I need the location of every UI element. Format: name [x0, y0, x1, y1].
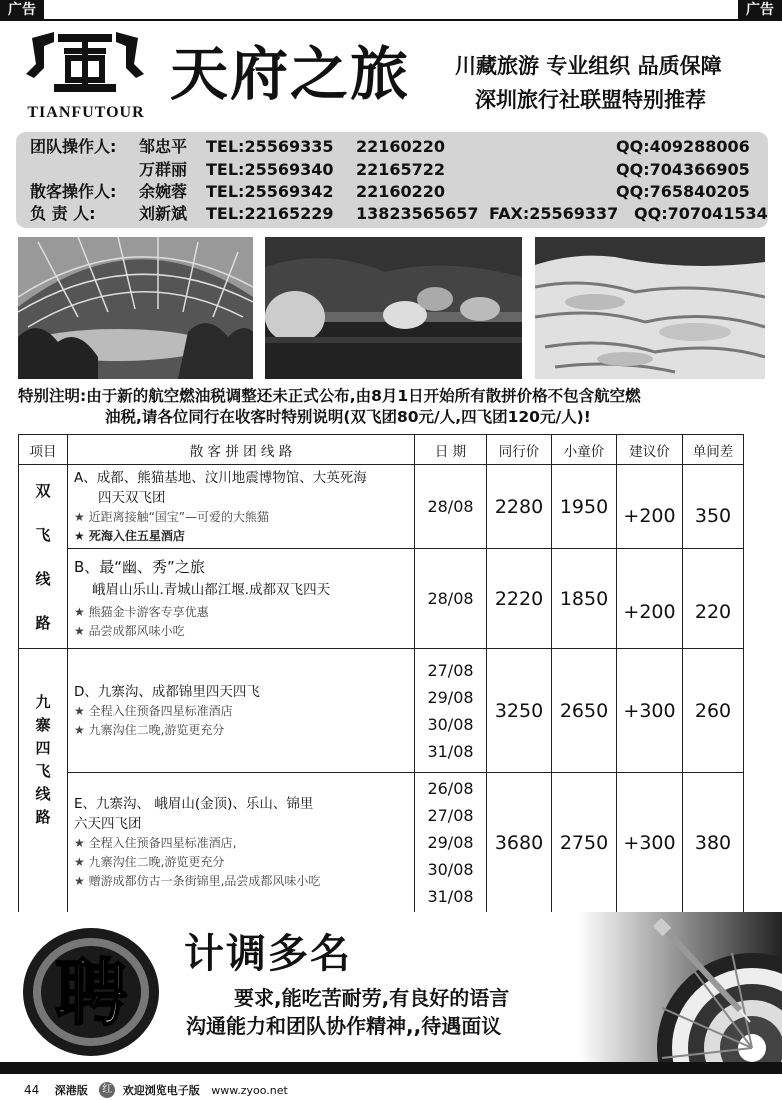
- route-feature: ★ 全程入住预备四星标准酒店: [74, 703, 233, 718]
- recruit-line-2: 沟通能力和团队协作精神,,待遇面议: [186, 1014, 502, 1038]
- route-dates: [415, 465, 487, 549]
- category-char: 双: [35, 481, 51, 500]
- child-price: 2750: [552, 773, 617, 913]
- single-room-diff: 220: [683, 549, 744, 649]
- date-item: 31/08: [427, 741, 474, 761]
- category-jiuzhai-four-flight: [19, 649, 68, 913]
- dartboard-icon: [622, 918, 782, 1062]
- photo-dome-pool: [18, 237, 253, 379]
- notice-label: 特别注明:: [18, 387, 87, 405]
- contact-tel-2: 22160220: [356, 137, 446, 156]
- contact-qq: QQ:765840205: [616, 182, 750, 201]
- date-item: 26/08: [427, 779, 474, 798]
- ad-label-left: 广告: [0, 0, 44, 20]
- logo-mark-icon: [24, 28, 146, 98]
- route-feature: ★ 九寨沟住二晚,游览更充分: [74, 855, 225, 869]
- route-dates: [415, 773, 487, 913]
- page-number: 44: [24, 1083, 40, 1097]
- suggested-price: +300: [617, 649, 683, 773]
- contact-row: [16, 181, 768, 203]
- category-double-flight: [19, 465, 68, 649]
- recruit-title: 计调多名: [184, 931, 352, 977]
- contact-name: 万群丽: [139, 160, 188, 179]
- contact-tel: 25569342: [244, 182, 334, 201]
- edition-label: 深港版: [54, 1084, 88, 1097]
- route-feature: ★ 近距离接触“国宝”—可爱的大熊猫: [74, 509, 270, 524]
- brand-title: 天府之旅: [170, 40, 411, 108]
- route-feature: ★ 赠游成都仿古一条街锦里,品尝成都风味小吃: [74, 874, 321, 888]
- date-item: 31/08: [427, 887, 474, 906]
- date-item: 30/08: [427, 714, 474, 734]
- date-item: 29/08: [427, 687, 474, 707]
- peer-price: 2220: [487, 549, 552, 649]
- peer-price: 2280: [487, 465, 552, 549]
- footer-url[interactable]: www.zyoo.net: [211, 1083, 288, 1097]
- table-row: [19, 649, 744, 773]
- suggested-price: +200: [617, 549, 683, 649]
- contact-tel: 22165229: [244, 204, 334, 223]
- route-subtitle: 峨眉山乐山.青城山都江堰.成都双飞四天: [92, 581, 331, 598]
- table-header-row: [19, 435, 744, 465]
- contact-name: 刘新斌: [139, 204, 188, 223]
- category-char: 四: [35, 739, 51, 757]
- contact-row: [16, 203, 768, 225]
- column-header: 建议价: [617, 435, 683, 465]
- recruit-line-1: 要求,能吃苦耐劳,有良好的语言: [234, 986, 510, 1010]
- single-room-diff: 380: [683, 773, 744, 913]
- route-e: [68, 773, 415, 913]
- route-d: [68, 649, 415, 773]
- single-room-diff: 350: [683, 465, 744, 549]
- routes-table: [18, 434, 744, 913]
- contact-fax: FAX:25569337: [489, 204, 619, 223]
- contact-tel: 25569335: [244, 137, 334, 156]
- notice-line-2: 油税,请各位同行在收客时特别说明(双飞团80元/人,四飞团120元/人)!: [105, 408, 591, 426]
- contact-row: [16, 159, 768, 181]
- table-row: [19, 465, 744, 549]
- route-feature: ★ 九寨沟住二晚,游览更充分: [74, 722, 225, 737]
- contact-role: 团队操作人:: [30, 137, 117, 156]
- category-char: 飞: [35, 762, 51, 780]
- recruit-badge: [20, 920, 162, 1060]
- contact-name: 余婉蓉: [139, 182, 188, 201]
- single-room-diff: 260: [683, 649, 744, 773]
- column-header: 单间差: [683, 435, 744, 465]
- tel-label: TEL:: [206, 137, 245, 156]
- top-rule: [0, 19, 782, 21]
- tel-label: TEL:: [206, 182, 245, 201]
- contact-row: [16, 136, 768, 158]
- route-title: B、最“幽、秀”之旅: [74, 557, 205, 576]
- route-feature: ★ 熊猫金卡游客专享优惠: [74, 604, 209, 619]
- route-b: [68, 549, 415, 649]
- column-header: 项目: [19, 435, 68, 465]
- date-item: 27/08: [427, 660, 474, 680]
- child-price: 1950: [552, 465, 617, 549]
- contact-tel-2: 22165722: [356, 160, 446, 179]
- category-char: 路: [35, 808, 51, 826]
- category-char: 线: [35, 785, 51, 803]
- category-char: 飞: [35, 525, 51, 544]
- date-item: 29/08: [427, 833, 474, 852]
- page-footer: [24, 1082, 296, 1098]
- peer-price: 3250: [487, 649, 552, 773]
- route-dates: [415, 549, 487, 649]
- slogan-line-2: 深圳旅行社联盟特别推荐: [475, 88, 706, 112]
- brand-logo: [18, 28, 154, 124]
- date-item: 27/08: [427, 806, 474, 825]
- table-row: [19, 773, 744, 913]
- route-feature: ★ 死海入住五星酒店: [74, 528, 185, 543]
- route-a: [68, 465, 415, 549]
- child-price: 1850: [552, 549, 617, 649]
- special-notice: [18, 386, 770, 428]
- footer-slogan: 欢迎浏览电子版: [122, 1084, 200, 1097]
- ad-label-right: 广告: [738, 0, 782, 20]
- column-header: 散 客 拼 团 线 路: [68, 435, 415, 465]
- category-char: 路: [35, 613, 51, 632]
- peer-price: 3680: [487, 773, 552, 913]
- contact-qq: QQ:704366905: [616, 160, 750, 179]
- contact-role: 散客操作人:: [30, 182, 117, 201]
- route-subtitle: 四天双飞团: [98, 489, 166, 506]
- category-char: 九: [35, 693, 51, 711]
- column-header: 同行价: [487, 435, 552, 465]
- date-item: 30/08: [427, 860, 474, 879]
- publication-badge: 红: [99, 1082, 115, 1098]
- route-subtitle: 六天四飞团: [74, 816, 142, 832]
- route-feature: ★ 品尝成都风味小吃: [74, 623, 185, 638]
- contact-panel: [16, 132, 768, 228]
- contact-qq: QQ:707041534: [634, 204, 768, 223]
- route-dates: [415, 649, 487, 773]
- notice-line-1: 由于新的航空燃油税调整还未正式公布,由8月1日开始所有散拼价格不包含航空燃: [86, 387, 641, 405]
- photo-lake-forest: [265, 237, 522, 379]
- child-price: 2650: [552, 649, 617, 773]
- bottom-rule: [0, 1062, 782, 1074]
- contact-qq: QQ:409288006: [616, 137, 750, 156]
- brand-english-name: TIANFUTOUR: [27, 104, 145, 121]
- contact-name: 邹忠平: [139, 137, 188, 156]
- route-title: A、成都、熊猫基地、汶川地震博物馆、大英死海: [74, 469, 367, 486]
- suggested-price: +200: [617, 465, 683, 549]
- contact-mobile: 13823565657: [356, 204, 479, 223]
- suggested-price: +300: [617, 773, 683, 913]
- column-header: 小童价: [552, 435, 617, 465]
- date-item: 28/08: [427, 589, 474, 608]
- slogan-line-1: 川藏旅游 专业组织 品质保障: [455, 54, 722, 78]
- table-row: [19, 549, 744, 649]
- recruit-badge-char: 聘: [54, 951, 128, 1035]
- tel-label: TEL:: [206, 204, 245, 223]
- category-char: 寨: [35, 716, 51, 734]
- tel-label: TEL:: [206, 160, 245, 179]
- contact-tel: 25569340: [244, 160, 334, 179]
- contact-role: 负 责 人:: [30, 204, 96, 223]
- route-feature: ★ 全程入住预备四星标准酒店,: [74, 836, 237, 850]
- route-title: D、九寨沟、成都锦里四天四飞: [74, 683, 260, 700]
- category-char: 线: [35, 569, 51, 588]
- photo-travertine-pools: [535, 237, 765, 379]
- contact-tel-2: 22160220: [356, 182, 446, 201]
- column-header: 日 期: [415, 435, 487, 465]
- date-item: 28/08: [427, 497, 474, 516]
- route-title: E、九寨沟、 峨眉山(金顶)、乐山、锦里: [74, 796, 314, 812]
